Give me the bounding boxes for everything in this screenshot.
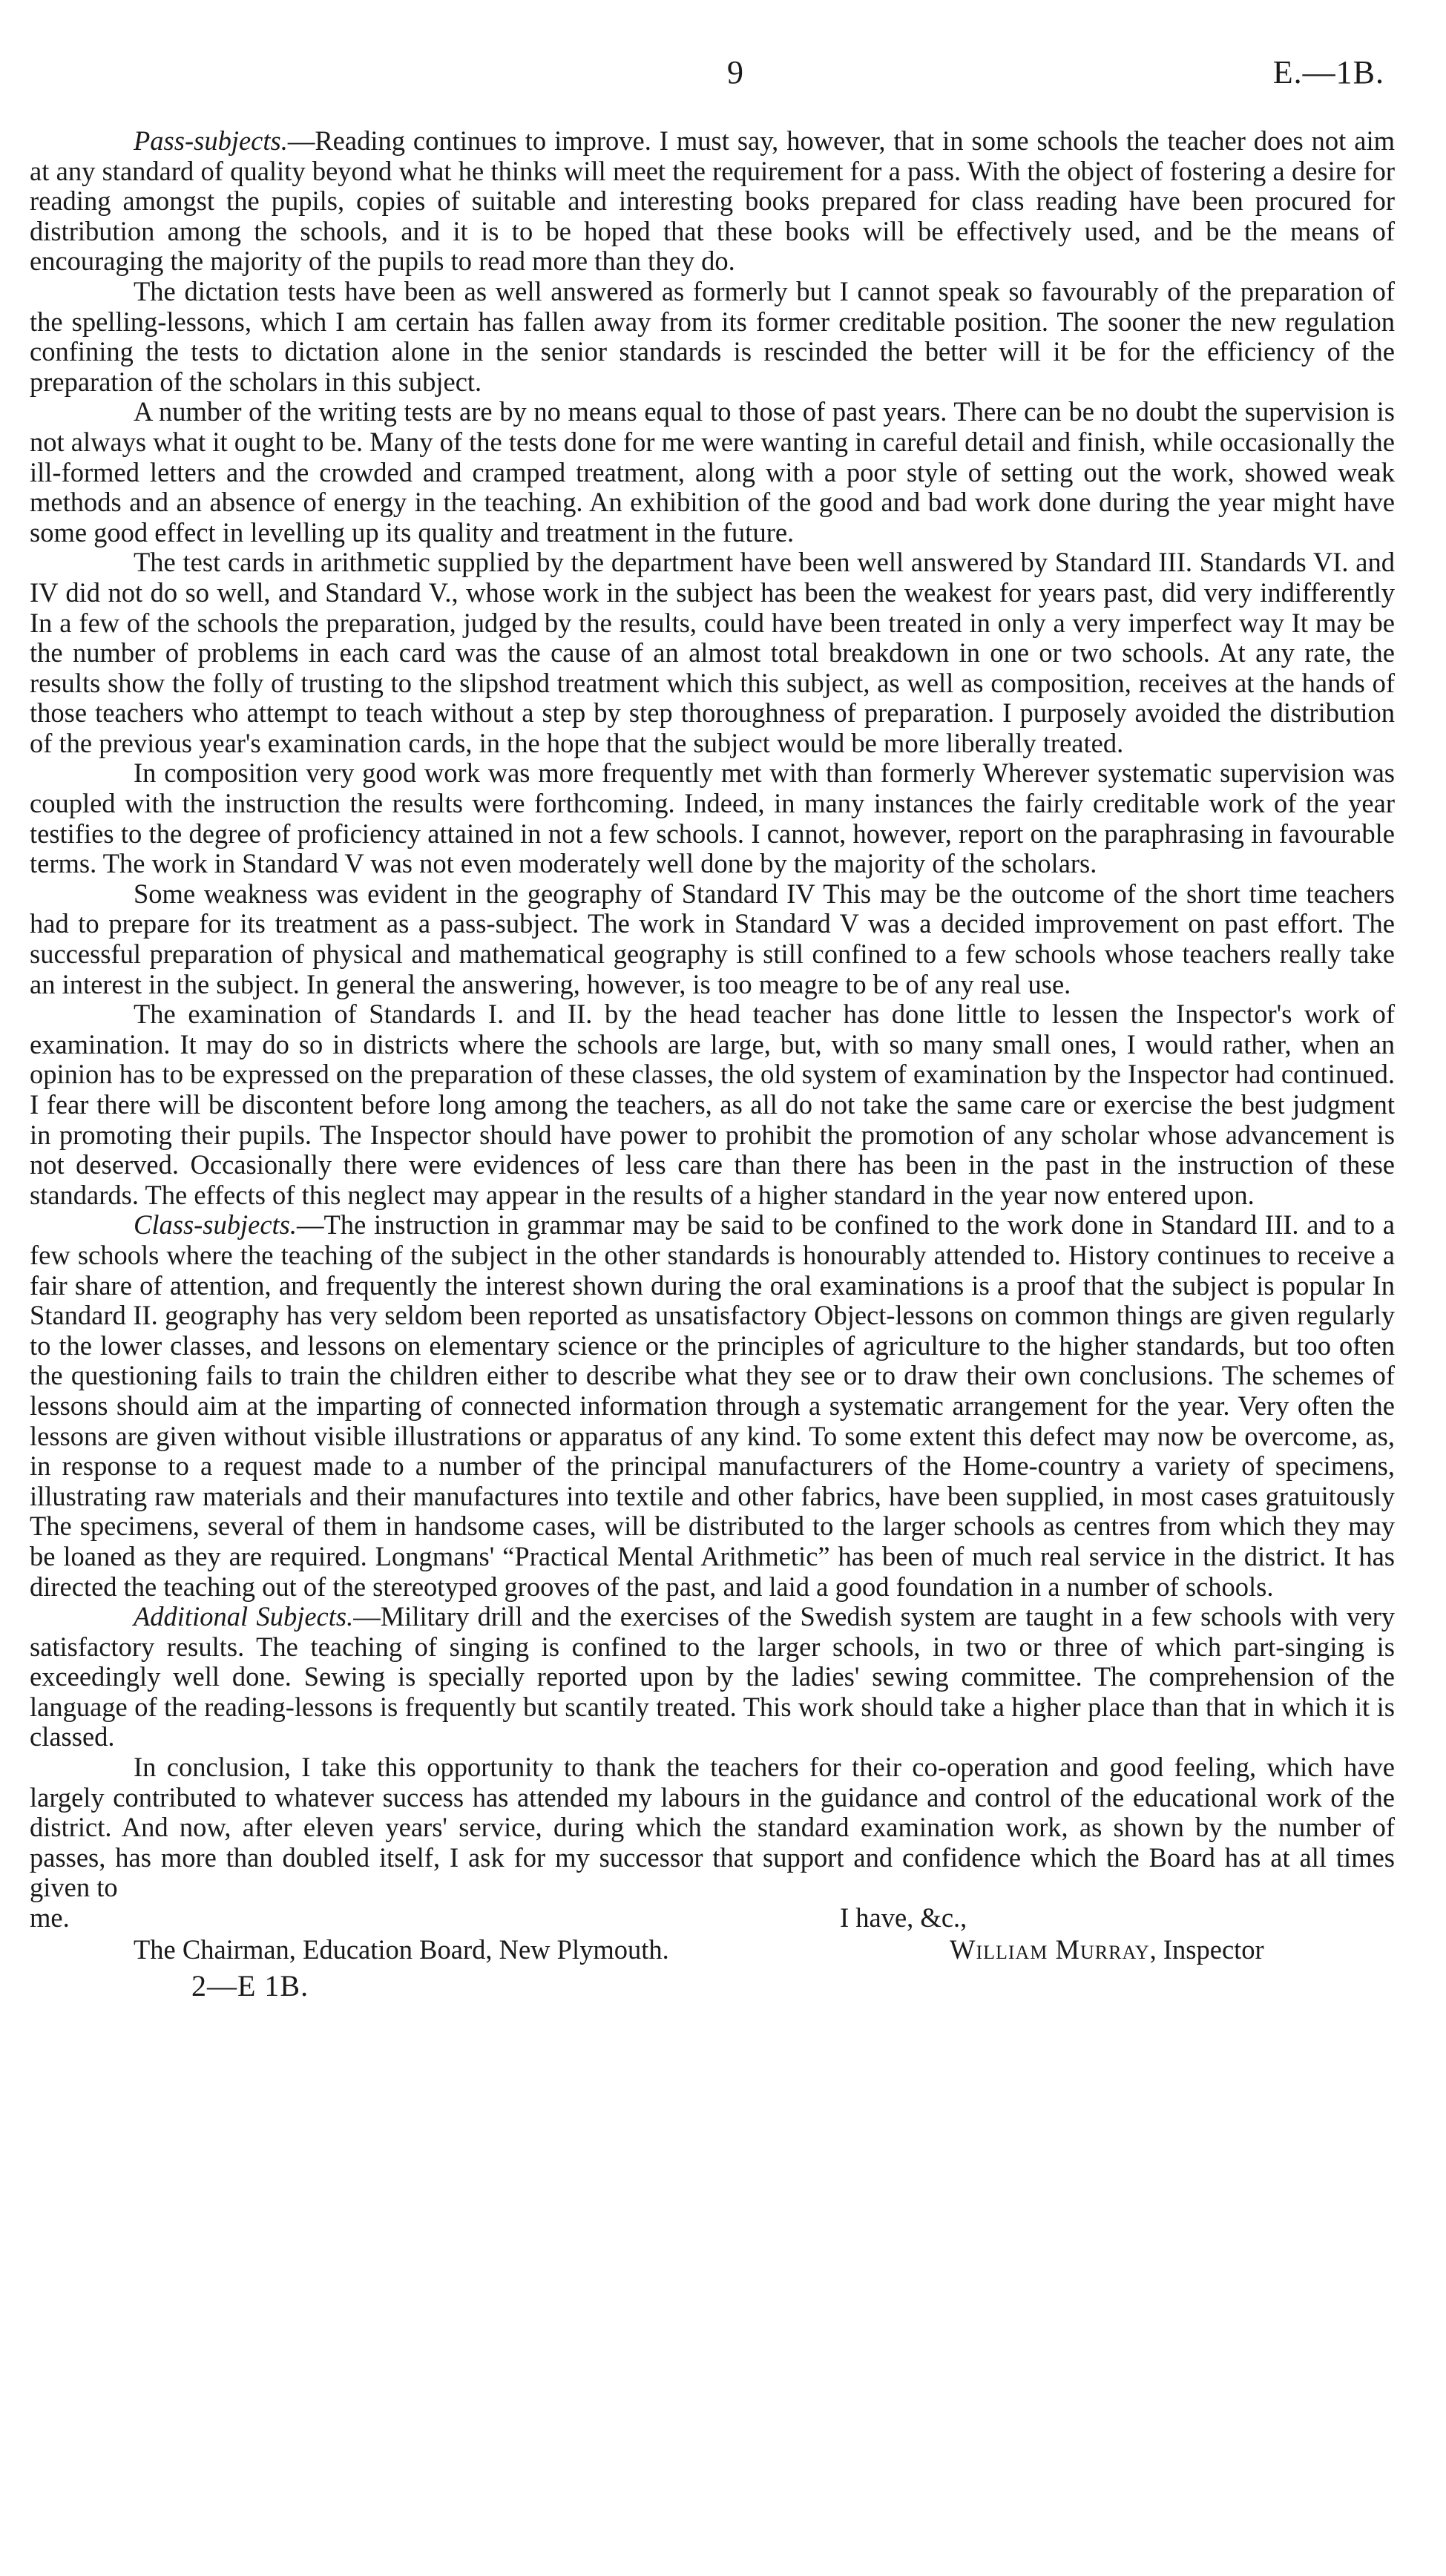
arithmetic-paragraph: The test cards in arithmetic supplied by the department have been well answered by Standard III. Standards VI. and IV did not do so well, and Standard V., whose work in the subject has been the weakest for years past, did very indifferently In a few of the schools the preparation, judged by the results, could have been treated in only a very imperfect way It may be the number of problems in each card was the cause of an almost total breakdown in one or two schools. At any rate, the results show the folly of trusting to the slipshod treatment which this subject, as well as composition, receives at the hands of those teachers who attempt to teach without a step by step thoroughness of preparation. I purposely avoided the distribution of the previous year's examination cards, in the hope that the subject would be more liberally treated. bbox=[30, 547, 1395, 758]
closing-line bbox=[30, 1903, 1395, 1933]
page-number: 9 bbox=[727, 54, 743, 91]
pass-subjects-heading: Pass-subjects. bbox=[134, 125, 288, 156]
standards-examination-paragraph: The examination of Standards I. and II. by the head teacher has done little to lessen the Inspector's work of examination. It may do so in districts where the schools are large, but, with so many small ones, I would rather, when an opinion has to be expressed on the preparation of these classes, the old system of examination by the Inspector had continued. I fear there will be discontent before long among the teachers, as all do not take the same care or exercise the best judgment in promoting their pupils. The Inspector should have power to prohibit the promotion of any scholar whose advancement is not deserved. Occasionally there were evidences of less care than there has been in the past in the instruction of these standards. The effects of this neglect may appear in the results of a higher standard in the year now entered upon. bbox=[30, 999, 1395, 1210]
conclusion-paragraph: In conclusion, I take this opportunity to thank the teachers for their co-operation and good feeling, which have largely contributed to whatever success has attended my labours in the guidance and control of the educational work of the district. And now, after eleven years' service, during which the standard examination work, as shown by the number of passes, has more than doubled itself, I ask for my successor that support and confidence which the Board has at all times given to bbox=[30, 1752, 1395, 1903]
page-header bbox=[30, 53, 1395, 98]
additional-subjects-heading: Additional Subjects. bbox=[134, 1601, 354, 1632]
report-body bbox=[30, 126, 1395, 2005]
pass-subjects-reading-text: —Reading continues to improve. I must say, however, that in some schools the teacher does not aim at any standard of quality beyond what he thinks will meet the requirement for a pass. With the object of fostering a desire for reading amongst the pupils, copies of suitable and interesting books prepared for class reading have been procured for distribution among the schools, and it is to be hoped that these books will be effectively used, and be the means of encouraging the majority of the pupils to read more than they do. bbox=[30, 125, 1395, 277]
sheet-mark: 2—E 1B. bbox=[191, 1969, 309, 2003]
salutation: I have, &c., bbox=[840, 1902, 967, 1933]
composition-paragraph: In composition very good work was more frequently met with than formerly Wherever systematic supervision was coupled with the instruction the results were forthcoming. Indeed, in many instances the fairly creditable work of the year testifies to the degree of proficiency attained in not a few schools. I cannot, however, report on the paraphrasing in favourable terms. The work in Standard V was not even moderately well done by the majority of the scholars. bbox=[30, 758, 1395, 879]
pass-subjects-paragraph bbox=[30, 126, 1395, 277]
class-subjects-heading: Class-subjects. bbox=[134, 1209, 298, 1241]
class-subjects-paragraph bbox=[30, 1210, 1395, 1602]
dictation-paragraph: The dictation tests have been as well answered as formerly but I cannot speak so favourably of the preparation of the spelling-lessons, which I am certain has fallen away from its former creditable position. The sooner the new regulation confining the tests to dictation alone in the senior standards is rescinded the better will it be for the efficiency of the preparation of the scholars in this subject. bbox=[30, 275, 1395, 397]
document-reference: E.—1B. bbox=[1272, 54, 1384, 91]
additional-subjects-text: —Military drill and the exercises of the Swedish system are taught in a few schools with very satisfactory results. The teaching of singing is confined to the larger schools, in two or three of which part-singing is exceedingly well done. Sewing is specially reported upon by the ladies' sewing committee. The comprehension of the language of the reading-lessons is frequently but scantily treated. This work should take a higher place than that in which it is classed. bbox=[30, 1601, 1396, 1752]
signature bbox=[950, 1933, 1264, 1966]
signatory-name: William Murray bbox=[950, 1934, 1150, 1965]
class-subjects-text: —The instruction in grammar may be said to be confined to the work done in Standard III. and to a few schools where the teaching of the subject in the other standards is honourably attended to. History continues to receive a fair share of attention, and frequently the interest shown during the oral examinations is a proof that the subject is popular In Standard II. geography has very seldom been reported as unsatisfactory Object-lessons on common things are given regularly to the lower classes, and lessons on elementary science or the principles of agriculture to the higher standards, but too often the questioning fails to train the children either to describe what they see or to draw their own conclusions. The schemes of lessons should aim at the imparting of connected information through a systematic arrangement for the year. Very often the lessons are given without visible illustrations or apparatus of any kind. To some extent this defect may now be overcome, as, in response to a request made to a number of the principal manufacturers of the Home-country a variety of specimens, illustrating raw materials and their manufactures into textile and other fabrics, have been supplied, in most cases gratuitously The specimens, several of them in handsome cases, will be distributed to the larger schools as centres from which they may be loaned as they are required. Longmans' “Practical Mental Arithmetic” has been of much real service in the district. It has directed the teaching out of the stereotyped grooves of the past, and laid a good foundation in a number of schools. bbox=[30, 1209, 1395, 1602]
signature-line bbox=[30, 1933, 1395, 1968]
signatory-title: , Inspector bbox=[1149, 1934, 1264, 1965]
writing-paragraph: A number of the writing tests are by no means equal to those of past years. There can be no doubt the supervision is not always what it ought to be. Many of the tests done for me were wanting in careful detail and finish, while occasionally the ill-formed letters and the crowded and cramped treatment, along with a poor style of setting out the work, showed weak methods and an absence of energy in the teaching. An exhibition of the good and bad work done during the year might have some good effect in levelling up its quality and treatment in the future. bbox=[30, 396, 1395, 548]
addressee: The Chairman, Education Board, New Plymouth. bbox=[134, 1934, 669, 1965]
additional-subjects-paragraph bbox=[30, 1602, 1395, 1752]
geography-paragraph: Some weakness was evident in the geography of Standard IV This may be the outcome of the short time teachers had to prepare for its treatment as a pass-subject. The work in Standard V was a decided improvement on past effort. The successful preparation of physical and mathematical geography is still confined to a few schools whose teachers really take an interest in the subject. In general the answering, however, is too meagre to be of any real use. bbox=[30, 878, 1395, 999]
conclusion-last-word: me. bbox=[30, 1902, 70, 1933]
